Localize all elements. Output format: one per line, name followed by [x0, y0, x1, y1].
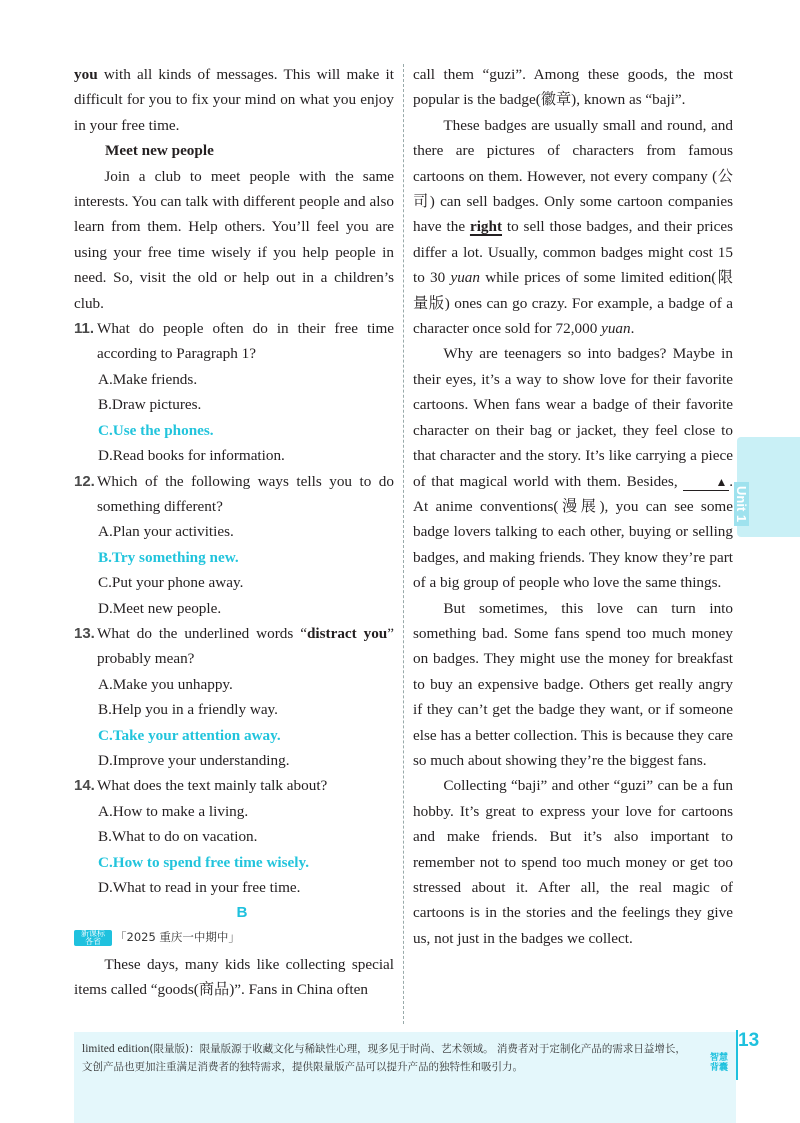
question-text: Which of the following ways tells you to do something different? — [97, 472, 394, 515]
question-text: What do the underlined words “ — [97, 624, 307, 642]
badge-bottom-text: 各省 — [85, 936, 101, 946]
paragraph-text: . — [630, 320, 635, 338]
option: D.What to read in your free time. — [98, 879, 301, 896]
question-text: What do people often do in their free time according to Paragraph 1? — [97, 320, 394, 363]
question-number: 14. — [74, 777, 95, 795]
option: A.How to make a living. — [98, 802, 249, 820]
brand-line: 智慧 — [709, 1053, 728, 1063]
option: D.Read books for information. — [98, 447, 285, 465]
footer-note — [74, 1032, 736, 1123]
paragraph-text: while prices of some limited edition(限量版) ones can go crazy. For example, a badge of a character once sold for 72,000 — [413, 269, 733, 338]
question-text: ” probably mean? — [97, 624, 394, 668]
section-heading: Meet new people — [105, 142, 214, 160]
unit-label: Unit 1 — [734, 482, 749, 526]
option: B.Draw pictures. — [98, 396, 202, 414]
option: D.Meet new people. — [98, 599, 222, 617]
right-column — [413, 62, 733, 951]
question-bold-term: distract you — [306, 624, 388, 642]
question-12 — [74, 469, 394, 520]
paragraph-5: Collecting “baji” and other “guzi” can be a fun hobby. It’s great to express your love for cartoons and make friends. But it’s also important to remember not to spend too much money or get too stressed about it. After all, the real magic of cartoons is in the stories and the feelings they give us, not just in the badges we collect. — [413, 777, 733, 947]
option: A.Make you unhappy. — [98, 675, 233, 693]
brand-logo — [704, 1053, 734, 1073]
bold-word: you — [74, 66, 98, 83]
paragraph-text: These badges are usually small and round, and there are pictures of characters from famous cartoons on them. However, not every company (公司) can sell badges. Only some cartoon companies have the — [413, 116, 733, 236]
unit-side-tab — [734, 437, 800, 537]
footer-text — [82, 1040, 692, 1076]
paragraph-club: Join a club to meet people with the same interests. You can talk with different people and also learn from them. Help others. You’ll feel you are using your free time wisely if you help people in need. So, visit the old or help out in a children’s club. — [74, 167, 394, 312]
source-line — [74, 926, 394, 950]
column-divider — [403, 64, 404, 1024]
question-number: 12. — [74, 472, 95, 490]
italic-word: yuan — [601, 320, 631, 338]
blank-triangle-icon: ▲ — [683, 474, 729, 491]
left-column — [74, 62, 394, 1003]
paragraph-3 — [413, 341, 733, 595]
paragraph-b1: These days, many kids like collecting special items called “goods(商品)”. Fans in China often — [74, 955, 394, 999]
question-14 — [74, 773, 394, 798]
paragraph-continuation — [74, 62, 394, 138]
question-13 — [74, 621, 394, 672]
page-number: 13 — [738, 1030, 760, 1051]
underlined-word: right — [469, 218, 503, 236]
paragraph-text: Why are teenagers so into badges? Maybe in their eyes, it’s a way to show love for their favorite cartoons. When fans wear a badge of their favorite character on their bag or jacket, they feel close to that character and the story. It’s like carrying a piece of that magical world with them. Besides, — [413, 345, 733, 490]
option: A.Make friends. — [98, 370, 198, 388]
brand-line: 背囊 — [709, 1063, 728, 1073]
source-badge-icon — [74, 930, 112, 946]
question-number: 13. — [74, 624, 95, 642]
paragraph-2 — [413, 113, 733, 342]
question-text: What does the text mainly talk about? — [97, 777, 328, 795]
paragraph-text: to sell those badges, and their prices differ a lot. Usually, common badges might cost 15 to 30 — [413, 218, 733, 287]
option-answer: C.Take your attention away. — [98, 726, 281, 744]
option-answer: B.Try something new. — [98, 548, 239, 566]
badge-top-text: 新课标 — [81, 928, 105, 938]
question-number: 11. — [74, 320, 95, 338]
option-answer: C.Use the phones. — [98, 421, 214, 439]
footer-term: limited edition — [82, 1043, 150, 1055]
option: A.Plan your activities. — [98, 523, 234, 541]
section-label: B — [236, 904, 248, 922]
option: B.Help you in a friendly way. — [98, 701, 278, 719]
paragraph-text: . At anime conventions(漫展), you can see some badge lovers talking to each other, buying or selling badges, and making friends. They know they’re part of a big group of people who love the same things. — [413, 472, 733, 592]
option: C.Put your phone away. — [98, 574, 244, 592]
italic-word: yuan — [450, 269, 480, 287]
question-11 — [74, 316, 394, 367]
footer-note-text: (限量版)：限量版源于收藏文化与稀缺性心理，现多见于时尚、艺术领域。 消费者对于定制化产品的需求日益增长，文创产品也更加注重满足消费者的独特需求，提供限量版产品可以提升产品的独特性和吸引力。 — [82, 1043, 686, 1073]
option-answer: C.How to spend free time wisely. — [98, 853, 310, 871]
option: B.What to do on vacation. — [98, 828, 258, 846]
paragraph-text: with all kinds of messages. This will make it difficult for you to fix your mind on what you enjoy in your free time. — [74, 66, 394, 134]
paragraph-1: call them “guzi”. Among these goods, the most popular is the badge(徽章), known as “baji”. — [413, 66, 733, 109]
paragraph-4: But sometimes, this love can turn into something bad. Some fans spend too much money on badges. They might use the money for breakfast to buy an expensive badge. Others get really angry if they can’t get the badge they want, or if someone else has a better collection. This is because they care so much about showing they’re the biggest fans. — [413, 599, 733, 769]
option: D.Improve your understanding. — [98, 751, 290, 769]
source-text: 「2025 重庆一中期中」 — [115, 930, 240, 945]
